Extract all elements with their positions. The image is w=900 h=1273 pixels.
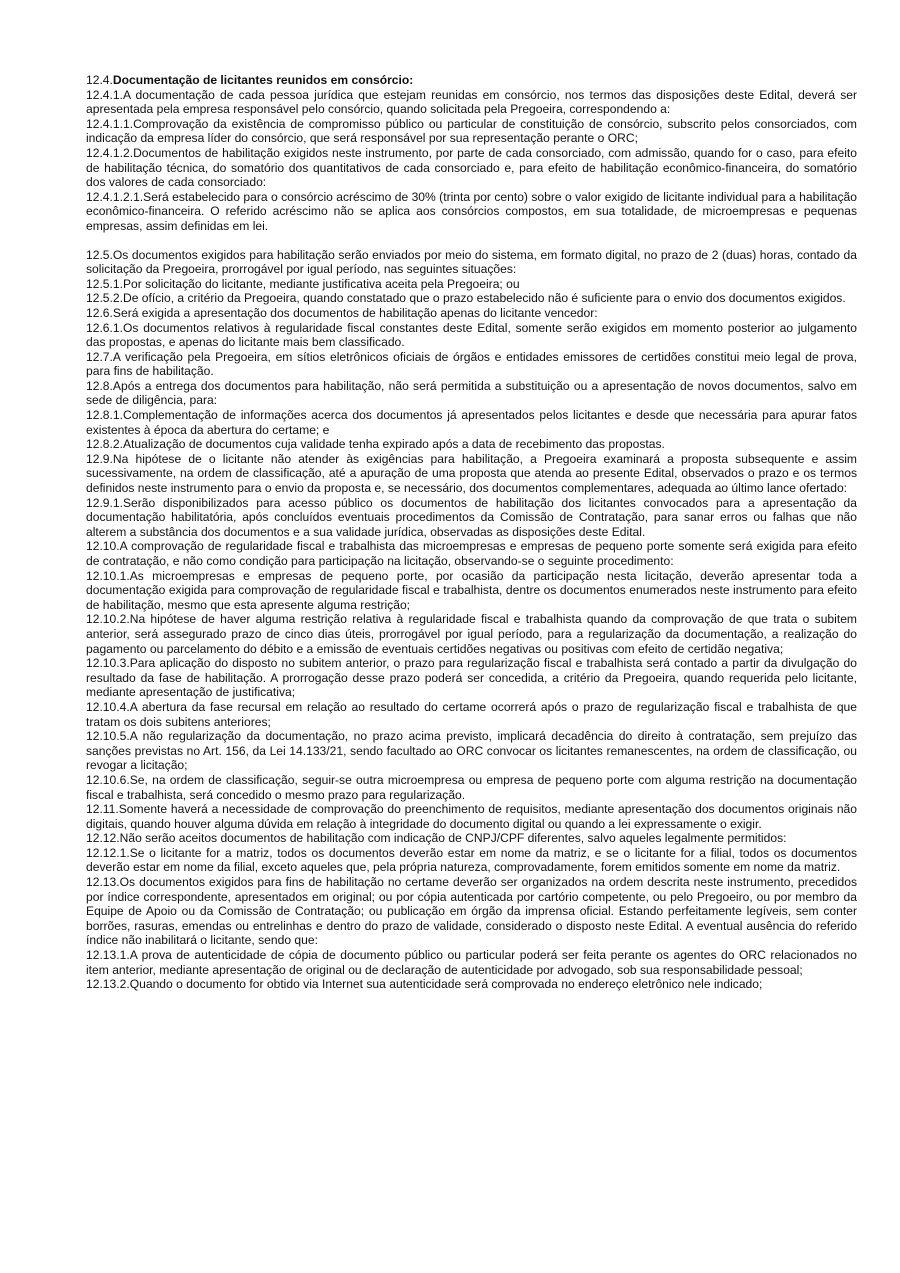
paragraph: 12.10.5.A não regularização da documentação, no prazo acima previsto, implicará decadência do direito à contratação, sem prejuízo das sanções previstas no Art. 156, da Lei 14.133/21, sendo facultado ao ORC convocar os licitantes remanescentes, na ordem de classificação, ou revogar a licitação; — [86, 729, 857, 773]
paragraph: 12.8.1.Complementação de informações acerca dos documentos já apresentados pelos licitantes e desde que necessária para apurar fatos existentes à época da abertura do certame; e — [86, 408, 857, 437]
paragraph: 12.12.1.Se o licitante for a matriz, todos os documentos deverão estar em nome da matriz, e se o licitante for a filial, todos os documentos deverão estar em nome da filial, exceto aqueles que, pela própria natureza, comprovadamente, forem emitidos somente em nome da matriz. — [86, 845, 857, 875]
paragraph: 12.13.1.A prova de autenticidade de cópia de documento público ou particular poderá ser feita perante os agentes do ORC relacionados no item anterior, mediante apresentação de original ou de declaração de autenticidade por advogado, sob sua responsabilidade pessoal; — [86, 948, 857, 977]
paragraph: 12.8.2.Atualização de documentos cuja validade tenha expirado após a data de recebimento das propostas. — [86, 437, 665, 452]
paragraph: 12.5.1.Por solicitação do licitante, mediante justificativa aceita pela Pregoeira; ou — [86, 276, 520, 291]
paragraph: 12.10.A comprovação de regularidade fiscal e trabalhista das microempresas e empresas de pequeno porte somente será exigida para efeito de contratação, e não como condição para participação na licitação, observando-se o seguinte procedimento: — [86, 539, 857, 568]
document-page — [86, 73, 857, 992]
paragraph: 12.5.Os documentos exigidos para habilitação serão enviados por meio do sistema, em formato digital, no prazo de 2 (duas) horas, contado da solicitação da Pregoeira, prorrogável por igual período, nas seguintes situações: — [86, 247, 857, 277]
paragraph: 12.13.2.Quando o documento for obtido via Internet sua autenticidade será comprovada no endereço eletrônico nele indicado; — [86, 977, 763, 992]
section-heading — [86, 73, 857, 88]
paragraph: 12.4.1.1.Comprovação da existência de compromisso público ou particular de constituição de consórcio, subscrito pelos consorciados, com indicação da empresa líder do consórcio, que será responsável por sua representação perante o ORC; — [86, 116, 857, 146]
paragraph-spacer — [86, 234, 857, 248]
paragraph: 12.10.6.Se, na ordem de classificação, seguir-se outra microempresa ou empresa de pequeno porte com alguma restrição na documentação fiscal e trabalhista, será concedido o mesmo prazo para regularização. — [86, 772, 857, 802]
paragraph: 12.4.1.2.Documentos de habilitação exigidos neste instrumento, por parte de cada consorciado, com admissão, quando for o caso, para efeito de habilitação técnica, do somatório dos quantitativos de cada consorciado e, para efeito de habilitação econômico-financeira, do somatório dos valores de cada consorciado: — [86, 145, 857, 190]
paragraph: 12.10.3.Para aplicação do disposto no subitem anterior, o prazo para regularização fiscal e trabalhista será contado a partir da divulgação do resultado da fase de habilitação. A prorrogação desse prazo poderá ser concedida, a critério da Pregoeira, quando requerida pelo licitante, mediante apresentação de justificativa; — [86, 656, 857, 700]
section-number: 12.4. — [86, 73, 113, 87]
paragraph: 12.8.Após a entrega dos documentos para habilitação, não será permitida a substituição ou a apresentação de novos documentos, salvo em sede de diligência, para: — [86, 378, 857, 408]
paragraph: 12.4.1.2.1.Será estabelecido para o consórcio acréscimo de 30% (trinta por cento) sobre o valor exigido de licitante individual para a habilitação econômico-financeira. O referido acréscimo não se aplica aos consórcios compostos, em sua totalidade, de microempresas e pequenas empresas, assim definidas em lei. — [86, 189, 857, 233]
paragraph: 12.10.2.Na hipótese de haver alguma restrição relativa à regularidade fiscal e trabalhista quando da comprovação de que trata o subitem anterior, será assegurado prazo de cinco dias úteis, prorrogável por igual período, para a regularização da documentação, a realização do pagamento ou parcelamento do débito e a emissão de eventuais certidões negativas ou positivas com efeito de certidão negativa; — [86, 612, 857, 656]
paragraph: 12.9.Na hipótese de o licitante não atender às exigências para habilitação, a Pregoeira examinará a proposta subsequente e assim sucessivamente, na ordem de classificação, até a apuração de uma proposta que atenda ao presente Edital, observados o prazo e os termos definidos neste instrumento para o envio da proposta e, se necessário, dos documentos complementares, adequada ao último lance ofertado: — [86, 451, 857, 496]
paragraph: 12.9.1.Serão disponibilizados para acesso público os documentos de habilitação dos licitantes convocados para a apresentação da documentação habilitatória, após concluídos eventuais procedimentos da Comissão de Contratação, para sanar erros ou falhas que não alterem a substância dos documentos e a sua validade jurídica, observadas as disposições deste Edital. — [86, 495, 857, 539]
paragraph: 12.5.2.De ofício, a critério da Pregoeira, quando constatado que o prazo estabelecido não é suficiente para o envio dos documentos exigidos. — [86, 291, 846, 306]
paragraph: 12.13.Os documentos exigidos para fins de habilitação no certame deverão ser organizados na ordem descrita neste instrumento, precedidos por índice correspondente, apresentados em original; ou por cópia autenticada por cartório competente, ou pelo Pregoeiro, ou por membro da Equipe de Apoio ou da Comissão de Contratação; ou publicação em órgão da imprensa oficial. Estando perfeitamente legíveis, sem conter borrões, rasuras, emendas ou entrelinhas e dentro do prazo de validade, considerado o disposto neste Edital. A eventual ausência do referido índice não inabilitará o licitante, sendo que: — [86, 875, 857, 948]
paragraph: 12.10.1.As microempresas e empresas de pequeno porte, por ocasião da participação nesta licitação, deverão apresentar toda a documentação exigida para comprovação de regularidade fiscal e trabalhista, dentre os documentos enumerados neste instrumento para efeito de habilitação, mesmo que esta apresente alguma restrição; — [86, 568, 857, 612]
paragraph: 12.6.Será exigida a apresentação dos documentos de habilitação apenas do licitante vencedor: — [86, 305, 598, 320]
section-title: Documentação de licitantes reunidos em consórcio: — [112, 73, 414, 87]
paragraph: 12.11.Somente haverá a necessidade de comprovação do preenchimento de requisitos, mediante apresentação dos documentos originais não digitais, quando houver alguma dúvida em relação à integridade do documento digital ou quando a lei expressamente o exigir. — [86, 802, 857, 831]
paragraph: 12.12.Não serão aceitos documentos de habilitação com indicação de CNPJ/CPF diferentes, salvo aqueles legalmente permitidos: — [86, 831, 787, 846]
paragraph: 12.4.1.A documentação de cada pessoa jurídica que estejam reunidas em consórcio, nos termos das disposições deste Edital, deverá ser apresentada pela empresa responsável pelo consórcio, quando solicitada pela Pregoeira, correspondendo a: — [86, 87, 857, 117]
paragraph: 12.7.A verificação pela Pregoeira, em sítios eletrônicos oficiais de órgãos e entidades emissores de certidões constitui meio legal de prova, para fins de habilitação. — [86, 349, 857, 379]
paragraph: 12.10.4.A abertura da fase recursal em relação ao resultado do certame ocorrerá após o prazo de regularização fiscal e trabalhista de que tratam os dois subitens anteriores; — [86, 699, 857, 729]
paragraph: 12.6.1.Os documentos relativos à regularidade fiscal constantes deste Edital, somente serão exigidos em momento posterior ao julgamento das propostas, e apenas do licitante mais bem classificado. — [86, 320, 857, 350]
